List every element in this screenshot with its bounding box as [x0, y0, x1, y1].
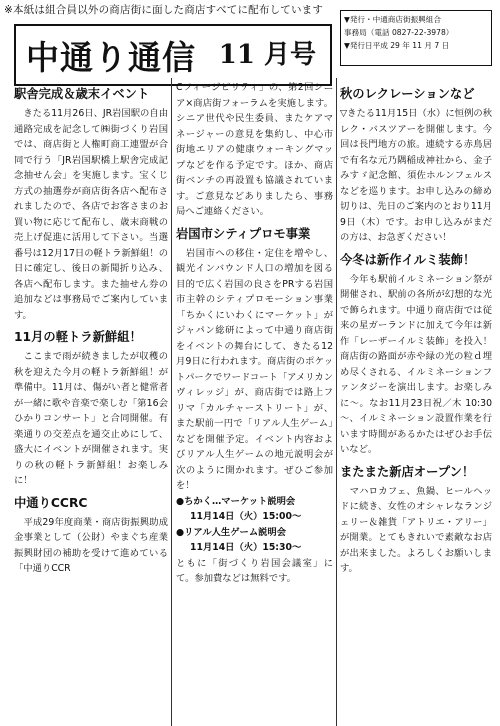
issue-label: 11 月号: [218, 40, 316, 70]
column-divider: [171, 78, 172, 726]
article-heading: 中通りCCRC: [14, 495, 88, 510]
event-time: 11月14日（火）15:30～: [190, 542, 302, 553]
distribution-notice: ※本紙は組合員以外の商店街に面した商店すべてに配布しています: [4, 4, 324, 16]
event-item: ●ちかく…マーケット説明会: [176, 495, 296, 507]
article-body: 今年も駅前イルミネーション祭が開催され、駅前の各所が幻想的な光で飾られます。中通り商店街では従来の星ガーランドに加えて今年は新作「レーザーイルミ装飾」を投入！商店街の路面が赤や緑の光の粒ｄ埋め尽くされる、イルミネーションファンタジーを演出します。お楽しみに～。なお11月23日祝／木 10:30～、イルミネーション設置作業を行います時間があるかたはぜひお手伝いなど。: [340, 273, 492, 455]
article-heading: 今冬は新作イルミ装飾！: [340, 252, 476, 267]
article-body: ▽きたる11月15日（水）に恒例の秋レク・バスツアーを開催します。今回は長門地方の旅。連続する赤鳥居で有名な元乃隅稲成神社から、金子みすゞ記念館、須佐ホルンフェルスなどを巡ります。お申し込みの締め切りは、先日のご案内のとおり11月9日（木）です。お申し込みがまだの方は、お急ぎください！: [340, 108, 492, 243]
article-heading: 駅舎完成＆歳末イベント: [14, 87, 150, 101]
column-right: [340, 80, 492, 726]
article-body: きたる11月26日、JR岩国駅の自由通路完成を記念して㈱街づくり岩国では、商店街と人権町商工連盟が合同で行う「JR岩国駅橋上駅舎完成記念抽せん会」を実施します。宝くじ方式の抽選券が商店街各店へ配布されましたので、各店でお客さまのお買い物に応じて配布し、歳末商戦の売上げ促進に活用して下さい。当選番号は12月17日の軽トラ新鮮組！の日に確定し、後日の新聞折り込み、各店へ配布します。また抽せん券の追加などは事務局でご案内しています。: [14, 108, 168, 321]
masthead: [14, 24, 332, 86]
publisher-box: [340, 10, 492, 66]
column-divider: [336, 78, 337, 726]
article-heading: またまた新店オープン！: [340, 464, 475, 479]
article-body: 岩国市への移住・定住を増やし、観光インバウンド人口の増加を図る目的で広く岩国の良さをPRする岩国市主幹のシティプロモーション事業「ちかくにいわくにマーケット」がジャパン総研によって中通り商店街をイベントの舞台にして、きたる12月9日に行われます。商店街のポケットパークでワードコート「アメリカンヴィレッジ」が、商店街では路上フリマ「カルチャーストリート」が、また駅前一円で「リアル人生ゲーム」などを開催予定。イベント内容およびリアル人生ゲームの地元説明会が次のように開かれます。ぜひご参加を！: [176, 247, 333, 491]
event-time: 11月14日（火）15:00～: [190, 511, 302, 522]
publish-date: ▼発行日平成 29 年 11 月 7 日: [344, 41, 450, 50]
article-closing: ともに「街づくり岩国会議室」にて。参加費などは無料です。: [176, 557, 333, 584]
publisher-line: ▼発行・中通商店街振興組合: [344, 15, 441, 24]
article-heading: 秋のレクレーションなど: [340, 87, 475, 101]
article-heading: 岩国市シティプロモ事業: [176, 226, 311, 241]
article-heading: 11月の軽トラ新鮮組！: [14, 330, 142, 344]
article-body: 平成29年度商業・商店街振興助成金事業として（公財）やまぐち産業振興財団の補助を受けて進めている「中通りCCR: [14, 516, 168, 574]
newsletter-title: 中通り通信: [26, 38, 196, 77]
column-left: [14, 80, 168, 726]
article-body: マハロカフェ、魚鍋、ヒールヘッドに続き、女性のオシャレなランジェリー＆雑貨「アトリエ・アリー」が開業。とてもきれいで素敵なお店が出来ました。よろしくお願いします。: [340, 485, 492, 574]
publisher-phone: 事務局（電話 0827-22-3978）: [344, 28, 454, 37]
event-item: ●リアル人生ゲーム説明会: [176, 526, 287, 538]
article-body: ここまで雨が続きましたが収穫の秋を迎えた今月の軽トラ新鮮組！が準備中。11月は、傷がい者と健常者が一緒に歌や音楽で楽しむ「第16会ひかりコンサート」と合同開催。有楽通りの交差点を通交止めにして、盛大にイベントが開催されます。実りの秋の軽トラ新鮮組！お楽しみに！: [14, 351, 168, 486]
column-middle: [176, 80, 333, 726]
article-continuation: Cフィージビリティ」の、第2回シニア×商店街フォーラムを実施します。シニア世代や民生委員、またケアマネージャーの意見を集約し、中心市街地エリアの健康ウォーキングマップなどを作る予定です。ほか、商店街ベンチの再設置も協議されています。ご意見などありましたら、事務局へご連絡ください。: [176, 82, 333, 217]
